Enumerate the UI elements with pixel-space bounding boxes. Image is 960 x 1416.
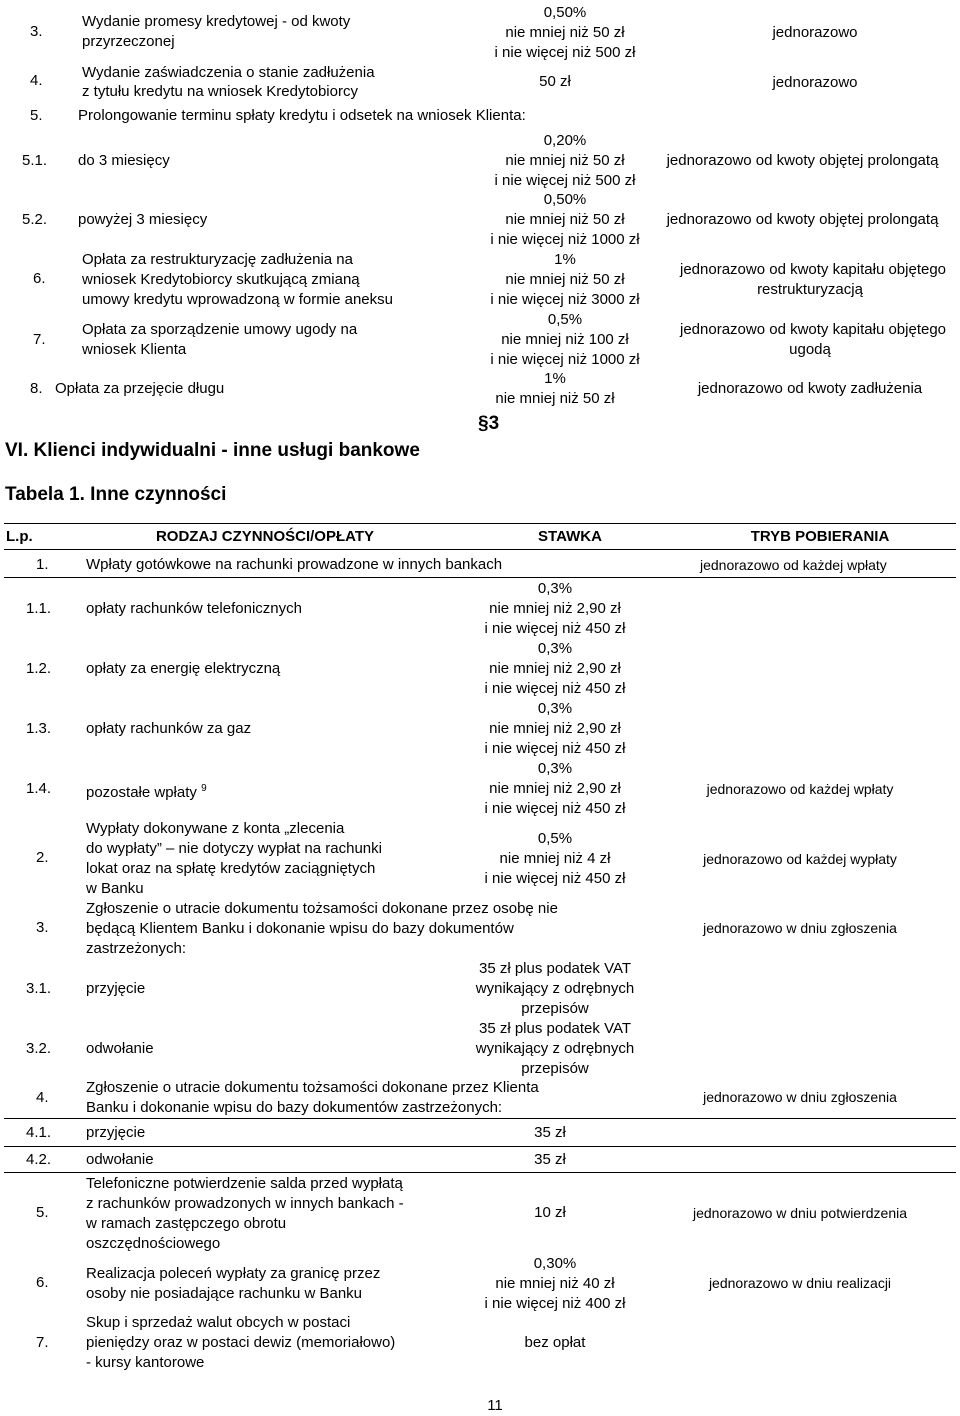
row-name: Banku i dokonanie wpisu do bazy dokumentów zastrzeżonych:	[86, 1099, 503, 1116]
row-number: 3.2.	[26, 1040, 52, 1057]
collection-mode: jednorazowo od kwoty objętej prolongatą	[666, 152, 939, 169]
row-number: 4.1.	[26, 1124, 52, 1141]
row-name: do 3 miesięcy	[78, 152, 170, 169]
row-number: 1.2.	[26, 660, 52, 677]
row-name: wniosek Kredytobiorcy skutkującą zmianą	[82, 271, 360, 288]
rate-line: 35 zł plus podatek VAT	[478, 960, 632, 977]
row-name: powyżej 3 miesięcy	[78, 211, 208, 228]
collection-mode: jednorazowo w dniu zgłoszenia	[703, 1089, 897, 1105]
row-number: 7.	[36, 1334, 49, 1351]
rate-line: i nie więcej niż 450 zł	[484, 680, 626, 697]
rate-line: i nie więcej niż 500 zł	[494, 44, 636, 61]
rate-line: 0,50%	[543, 4, 587, 21]
row-name: w ramach zastępczego obrotu	[86, 1215, 287, 1232]
row-name: odwołanie	[86, 1151, 154, 1168]
row-name: do wypłaty” – nie dotyczy wypłat na rachunki	[86, 840, 382, 857]
row-name: odwołanie	[86, 1040, 154, 1057]
row-name: z tytułu kredytu na wniosek Kredytobiorcy	[82, 83, 358, 100]
row-name: opłaty za energię elektryczną	[86, 660, 281, 677]
rate-line: 0,5%	[537, 830, 573, 847]
row-name: Skup i sprzedaż walut obcych w postaci	[86, 1314, 351, 1331]
table-rule	[4, 1146, 956, 1147]
rate-line: i nie więcej niż 1000 zł	[490, 231, 640, 248]
row-number: 3.	[30, 23, 43, 40]
row-name: Zgłoszenie o utracie dokumentu tożsamości dokonane przez osobę nie	[86, 900, 558, 917]
row-number: 4.	[30, 72, 43, 89]
rate-line: i nie więcej niż 450 zł	[484, 800, 626, 817]
row-number: 2.	[36, 849, 49, 866]
rate-line: i nie więcej niż 1000 zł	[490, 351, 640, 368]
row-name: oszczędnościowego	[86, 1235, 221, 1252]
rate-line: nie mniej niż 2,90 zł	[489, 660, 621, 677]
collection-mode: jednorazowo od każdej wypłaty	[703, 851, 897, 867]
rate-line: 0,3%	[537, 580, 573, 597]
row-name: Telefoniczne potwierdzenie salda przed wypłatą	[86, 1175, 403, 1192]
rate-line: przepisów	[521, 1000, 589, 1017]
row-number: 4.2.	[26, 1151, 52, 1168]
collection-mode: jednorazowo	[772, 24, 858, 41]
collection-mode: jednorazowo w dniu potwierdzenia	[692, 1205, 908, 1221]
row-name: w Banku	[86, 880, 144, 897]
header-mode: TRYB POBIERANIA	[750, 528, 890, 545]
row-name: będącą Klientem Banku i dokonanie wpisu do bazy dokumentów	[86, 920, 514, 937]
row-name: z rachunków prowadzonych w innych bankach -	[86, 1195, 404, 1212]
rate-line: 0,50%	[543, 191, 587, 208]
section-title: VI. Klienci indywidualni - inne usługi bankowe	[5, 440, 420, 461]
row-name: Opłata za sporządzenie umowy ugody na	[82, 321, 358, 338]
collection-mode: jednorazowo od kwoty objętej prolongatą	[666, 211, 939, 228]
rate-line: i nie więcej niż 450 zł	[484, 740, 626, 757]
rate-line: nie mniej niż 40 zł	[495, 1275, 615, 1292]
table-rule	[4, 1118, 956, 1119]
rate-line: wynikający z odrębnych	[475, 980, 635, 997]
collection-mode: ugodą	[789, 341, 831, 358]
collection-mode: jednorazowo od kwoty zadłużenia	[697, 380, 923, 397]
row-name: zastrzeżonych:	[86, 940, 187, 957]
table-rule	[4, 1172, 956, 1173]
rate-line: 0,3%	[537, 760, 573, 777]
row-number: 6.	[33, 270, 46, 287]
row-name: Wydanie zaświadczenia o stanie zadłużenia	[82, 64, 375, 81]
row-name: lokat oraz na spłatę kredytów zaciągniętych	[86, 860, 376, 877]
row-number: 5.	[36, 1204, 49, 1221]
rate-line: i nie więcej niż 400 zł	[484, 1295, 626, 1312]
collection-mode: jednorazowo w dniu zgłoszenia	[703, 920, 897, 936]
rate-line: nie mniej niż 2,90 zł	[489, 600, 621, 617]
row-name: osoby nie posiadające rachunku w Banku	[86, 1285, 363, 1302]
header-lp: L.p.	[6, 528, 33, 545]
header-rate: STAWKA	[538, 528, 602, 545]
row-number: 1.3.	[26, 720, 52, 737]
row-name: Zgłoszenie o utracie dokumentu tożsamości dokonane przez Klienta	[86, 1079, 539, 1096]
rate-line: i nie więcej niż 450 zł	[484, 870, 626, 887]
rate-line: i nie więcej niż 500 zł	[494, 172, 636, 189]
page-number: 11	[487, 1397, 503, 1414]
row-name: przyjęcie	[86, 1124, 146, 1141]
paragraph-number: §3	[478, 413, 500, 434]
rate-line: 35 zł	[534, 1124, 566, 1141]
rate-line: wynikający z odrębnych	[475, 1040, 635, 1057]
table-rule	[4, 523, 956, 524]
rate-line: nie mniej niż 50 zł	[505, 271, 625, 288]
header-type: RODZAJ CZYNNOŚCI/OPŁATY	[155, 528, 375, 545]
footnote-ref: 9	[201, 783, 207, 794]
rate-line: 1%	[554, 251, 576, 268]
rate-line: 1%	[544, 370, 566, 387]
rate-line: przepisów	[521, 1060, 589, 1077]
rate-line: 0,3%	[537, 640, 573, 657]
row-name: opłaty rachunków telefonicznych	[86, 600, 302, 617]
rate-line: 0,30%	[533, 1255, 577, 1272]
collection-mode: jednorazowo od kwoty kapitału objętego	[680, 321, 947, 338]
rate-line: nie mniej niż 50 zł	[505, 24, 625, 41]
row-name: opłaty rachunków za gaz	[86, 720, 252, 737]
row-number: 5.	[30, 107, 43, 124]
row-name: - kursy kantorowe	[86, 1354, 205, 1371]
rate-line: nie mniej niż 50 zł	[495, 390, 615, 407]
row-name: umowy kredytu wprowadzoną w formie aneksu	[82, 291, 393, 308]
row-name: Opłata za restrukturyzację zadłużenia na	[82, 251, 353, 268]
row-number: 7.	[33, 331, 46, 348]
rate-line: nie mniej niż 2,90 zł	[489, 720, 621, 737]
row-number: 3.1.	[26, 980, 52, 997]
collection-mode: jednorazowo w dniu realizacji	[708, 1275, 892, 1291]
row-number: 3.	[36, 919, 49, 936]
rate-line: i nie więcej niż 450 zł	[484, 620, 626, 637]
row-number: 6.	[36, 1274, 49, 1291]
row-number: 5.2.	[22, 211, 48, 228]
row-name: Wpłaty gotówkowe na rachunki prowadzone w innych bankach	[86, 556, 503, 573]
collection-mode: restrukturyzacją	[757, 281, 863, 298]
rate-line: nie mniej niż 100 zł	[501, 331, 629, 348]
row-number: 8.	[30, 380, 43, 397]
row-name: przyjęcie	[86, 980, 146, 997]
rate-line: nie mniej niż 50 zł	[505, 211, 625, 228]
row-number: 1.	[36, 556, 49, 573]
row-name: Wydanie promesy kredytowej - od kwoty przyrzeczonej	[82, 13, 351, 50]
collection-mode: jednorazowo od kwoty kapitału objętego	[680, 261, 947, 278]
rate-line: 0,3%	[537, 700, 573, 717]
collection-mode: jednorazowo od każdej wpłaty	[700, 557, 887, 573]
table-rule	[4, 549, 956, 550]
collection-mode: jednorazowo	[772, 74, 858, 91]
row-name: Opłata za przejęcie długu	[55, 380, 225, 397]
rate-line: nie mniej niż 2,90 zł	[489, 780, 621, 797]
collection-mode: jednorazowo od każdej wpłaty	[706, 781, 894, 797]
rate-line: nie mniej niż 4 zł	[499, 850, 611, 867]
row-name: wniosek Klienta	[82, 341, 187, 358]
rate-line: bez opłat	[524, 1334, 586, 1351]
rate-line: 35 zł	[534, 1151, 566, 1168]
row-name: Realizacja poleceń wypłaty za granicę przez	[86, 1265, 381, 1282]
row-name: pieniędzy oraz w postaci dewiz (memoriałowo)	[86, 1334, 396, 1351]
row-name: pozostałe wpłaty $^9$	[86, 783, 207, 801]
row-number: 1.4.	[26, 780, 52, 797]
table-rule	[4, 577, 956, 578]
rate-line: 10 zł	[534, 1204, 566, 1221]
row-name: Prolongowanie terminu spłaty kredytu i odsetek na wniosek Klienta:	[78, 107, 526, 124]
rate-line: 50 zł	[539, 73, 571, 90]
rate-line: 35 zł plus podatek VAT	[478, 1020, 632, 1037]
row-name: Wypłaty dokonywane z konta „zlecenia	[86, 820, 345, 837]
table-title: Tabela 1. Inne czynności	[5, 484, 227, 505]
row-number: 1.1.	[26, 600, 52, 617]
rate-line: 0,20%	[543, 132, 587, 149]
rate-line: 0,5%	[547, 311, 583, 328]
row-number: 5.1.	[22, 152, 48, 169]
rate-line: i nie więcej niż 3000 zł	[490, 291, 640, 308]
row-number: 4.	[36, 1089, 49, 1106]
rate-line: nie mniej niż 50 zł	[505, 152, 625, 169]
